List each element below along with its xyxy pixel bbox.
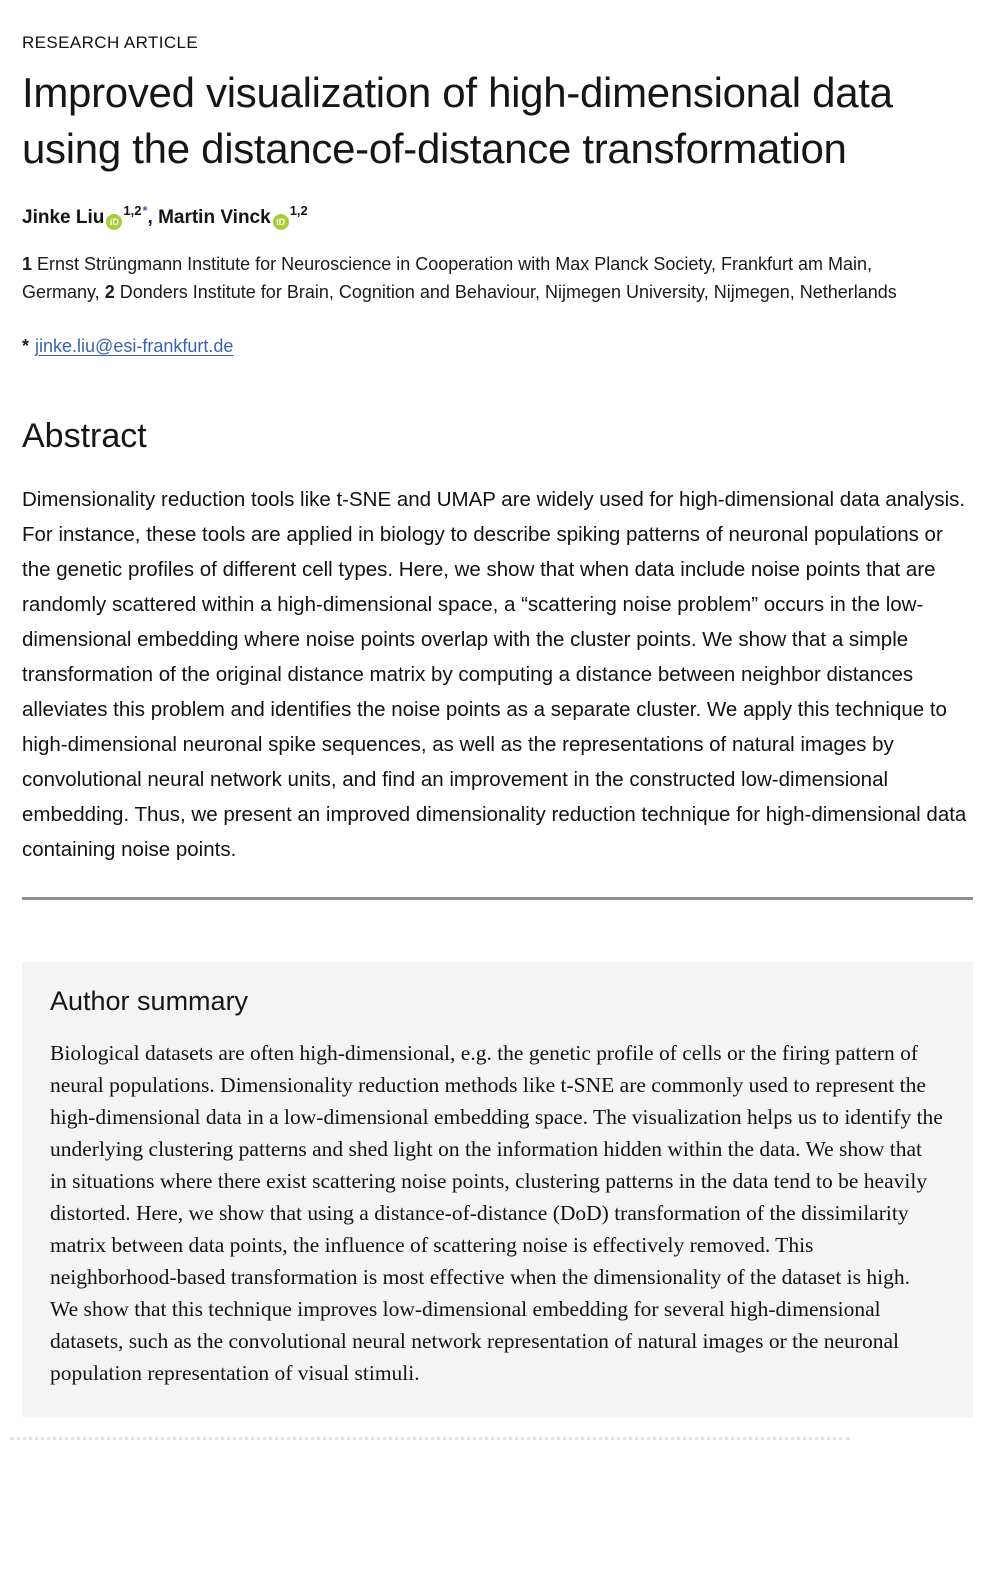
affiliation-number: 2: [104, 282, 115, 302]
section-divider: [22, 897, 973, 900]
author-summary-box: [22, 962, 973, 1417]
author-separator: ,: [147, 207, 159, 228]
corresponding-author-asterisk: *: [142, 203, 148, 218]
author-name: Jinke Liu: [22, 207, 105, 228]
affiliation-number: 1: [22, 254, 33, 274]
footer-dotted-divider: [10, 1437, 850, 1440]
article-type-label: RESEARCH ARTICLE: [22, 33, 199, 52]
abstract-heading: Abstract: [22, 417, 147, 455]
author-line: [22, 203, 974, 230]
correspondence-marker: *: [22, 336, 30, 356]
affiliation-text: Donders Institute for Brain, Cognition and Behaviour, Nijmegen University, Nijmegen, Netherlands: [119, 282, 897, 302]
affiliations: [22, 250, 952, 306]
author-summary-heading: Author summary: [50, 986, 249, 1016]
orcid-icon[interactable]: [106, 214, 122, 230]
article-title: Improved visualization of high-dimensional data using the distance-of-distance transformation: [22, 69, 893, 172]
orcid-icon-label: iD: [276, 217, 286, 227]
author-name: Martin Vinck: [158, 207, 271, 228]
author-affiliation-superscript: 1,2: [123, 203, 142, 218]
orcid-icon[interactable]: [273, 214, 289, 230]
author-summary-text: Biological datasets are often high-dimensional, e.g. the genetic profile of cells or the firing pattern of neural populations. Dimensionality reduction methods like t-SNE are commonly used to represent the high-dimensional data in a low-dimensional embedding space. The visualization helps us to identify the underlying clustering patterns and shed light on the information hidden within the data. We show that in situations where there exist scattering noise points, clustering patterns in the data tend to be heavily distorted. Here, we show that using a distance-of-distance (DoD) transformation of the dissimilarity matrix between data points, the influence of scattering noise is effectively removed. This neighborhood-based transformation is most effective when the dimensionality of the dataset is high. We show that this technique improves low-dimensional embedding for several high-dimensional datasets, such as the convolutional neural network representation of natural images or the neuronal population representation of visual stimuli.: [50, 1041, 943, 1385]
correspondence-line: [22, 336, 974, 357]
corresponding-email-link[interactable]: jinke.liu@esi-frankfurt.de: [35, 336, 234, 356]
affiliation-text: Ernst Strüngmann Institute for Neuroscience in Cooperation with Max Planck Society, Frankfurt am Main, Germany,: [22, 254, 873, 302]
author-affiliation-superscript: 1,2: [289, 203, 308, 218]
orcid-icon-label: iD: [109, 217, 119, 227]
abstract-text: Dimensionality reduction tools like t-SNE and UMAP are widely used for high-dimensional data analysis. For instance, these tools are applied in biology to describe spiking patterns of neuronal populations or the genetic profiles of different cell types. Here, we show that when data include noise points that are randomly scattered within a high-dimensional space, a “scattering noise problem” occurs in the low-dimensional embedding where noise points overlap with the cluster points. We show that a simple transformation of the original distance matrix by computing a distance between neighbor distances alleviates this problem and identifies the noise points as a separate cluster. We apply this technique to high-dimensional neuronal spike sequences, as well as the representations of natural images by convolutional neural network units, and find an improvement in the constructed low-dimensional embedding. Thus, we present an improved dimensionality reduction technique for high-dimensional data containing noise points.: [22, 488, 967, 861]
